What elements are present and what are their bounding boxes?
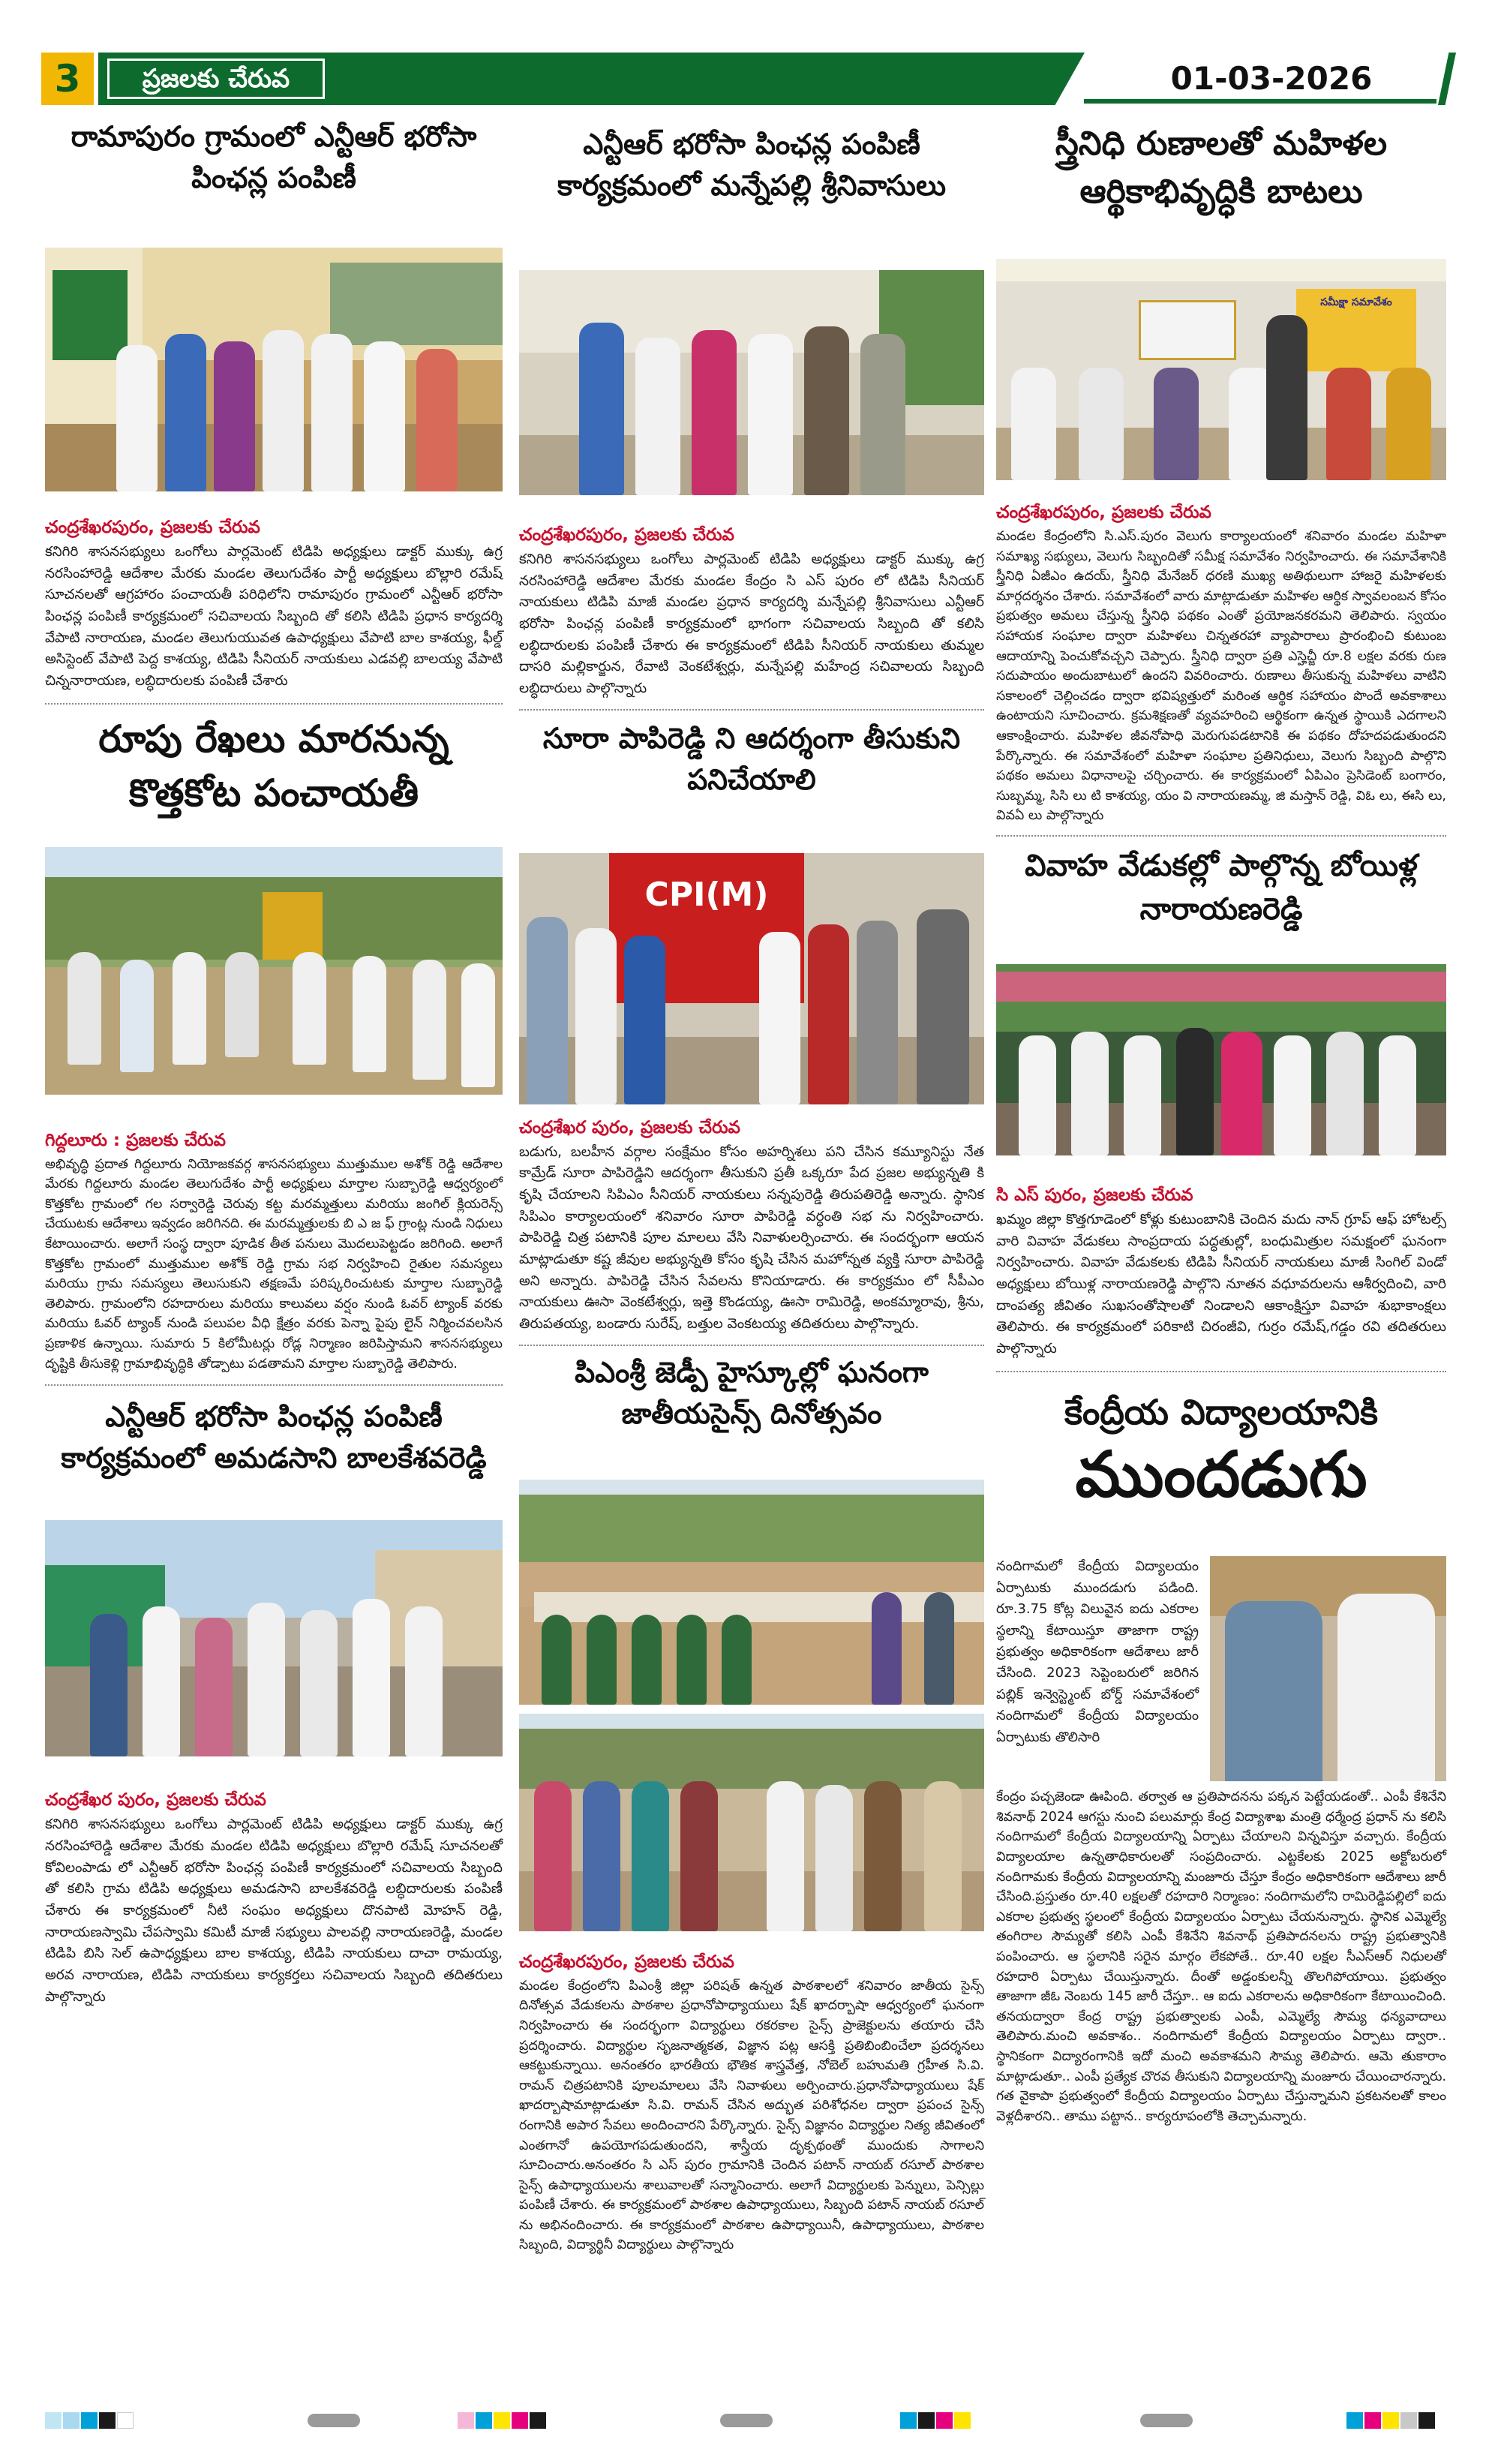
headline-line1: కేంద్రీయ విద్యాలయానికి bbox=[1064, 1391, 1378, 1432]
article-body-intro: నందిగామలో కేంద్రీయ విద్యాలయం ఏర్పాటుకు ముందడుగు పడింది. రూ.3.75 కోట్ల విలువైన ఐదు ఎకరాల స్థలాన్ని కేటాయిస్తూ తాజాగా రాష్ట్ర ప్రభుత్వం అధికారికంగా ఆదేశాలు జారీ చేసింది. 2023 సెప్టెంబరులో జరిగిన పబ్లిక్ ఇన్వెస్ట్మెంట్ బోర్డ్ సమావేశంలో నందిగామలో కేంద్రీయ విద్యాలయం ఏర్పాటుకు తొలిసారి bbox=[996, 1558, 1199, 1745]
article-science-day bbox=[519, 1352, 984, 2255]
swatch bbox=[1418, 2412, 1435, 2429]
swatch bbox=[63, 2412, 80, 2429]
divider bbox=[45, 1384, 503, 1386]
swatch bbox=[512, 2412, 528, 2429]
byline: చంద్రశేఖర పురం, ప్రజలకు చేరువ bbox=[45, 1790, 266, 1810]
swatch bbox=[45, 2412, 62, 2429]
swatch bbox=[494, 2412, 510, 2429]
paper-name: ప్రజలకు చేరువ bbox=[107, 59, 325, 99]
masthead bbox=[41, 53, 1455, 105]
swatch bbox=[1382, 2412, 1399, 2429]
byline: చంద్రశేఖరపురం, ప్రజలకు చేరువ bbox=[519, 1952, 734, 1972]
article-body: కనిగిరి శాసనసభ్యులు ఒంగోలు పార్లమెంట్ టిడిపి అధ్యక్షులు డాక్టర్ ముక్కు ఉగ్ర నరసింహారెడ్డి ఆదేశాల మేరకు మండల తెలుగుదేశం పార్టీ అధ్యక్షులు బొల్లారి రమేష్ సూచనలతో ఆగ్రహారం పంచాయతీ పరిధిలోని రామాపురం గ్రామంలో ఎన్టీఆర్ భరోసా పింఛన్ల పంపిణీ కార్యక్రమంలో సచివాలయ సిబ్బంది తో కలిసి టిడిపి ప్రధాన కార్యదర్శి వేపాటి నారాయణ, మండల తెలుగుయువత ఉపాధ్యక్షులు వేపాటి బాల కాశయ్య, ఫీల్డ్ అసిస్టెంట్ వేపాటి పెద్ద కాశయ్య, టిడిపి సీనియర్ నాయకులు ఎడవల్లి బాలయ్య వేపాటి చిన్ననారాయణ, లబ్ధిదారులకు పంపిణీ చేశారు bbox=[45, 544, 503, 690]
article-kovilampadu-pensions bbox=[45, 1396, 503, 2008]
article-body: కనిగిరి శాసనసభ్యులు ఒంగోలు పార్లమెంట్ టిడిపి అధ్యక్షులు డాక్టర్ ముక్కు ఉగ్ర నరసింహారెడ్డి ఆదేశాల మేరకు మండల కేంద్రం సి ఎస్ పురం లో టిడిపి సీనియర్ నాయకులు టిడిపి మాజీ మండల ప్రధాన కార్యదర్శి మన్నేపల్లి శ్రీనివాసులు ఎన్టీఆర్ భరోసా పింఛన్ల పంపిణీ కార్యక్రమంలో భాగంగా సచివాలయ సిబ్బంది తో కలిసి లబ్ధిదారులకు పంపిణీ చేశారు ఈ కార్యక్రమంలో టిడిపి సీనియర్ నాయకులు తుమ్మల దాసరి మల్లికార్జున, రేవాటి వెంకటేశ్వర్లు, మన్నేపల్లి మహేంద్ర సచివాలయ సిబ్బంది లబ్ధిదారులు పాల్గొన్నారు bbox=[519, 551, 984, 697]
article-body: బడుగు, బలహీన వర్గాల సంక్షేమం కోసం అహర్నిశలు పని చేసిన కమ్యూనిస్టు నేత కామ్రేడ్ సూరా పాపిరెడ్డిని ఆదర్శంగా తీసుకుని ప్రతీ ఒక్కరూ పేద ప్రజల అభ్యున్నతి కి కృషి చేయాలని సిపిఎం సీనియర్ నాయకులు సన్నపురెడ్డి తిరుపతిరెడ్డి అన్నారు. స్థానిక సిపిఎం కార్యాలయంలో శనివారం సూరా పాపిరెడ్డి వర్ధంతి సభ ను నిర్వహించారు. పాపిరెడ్డి చిత్ర పటానికి పూల మాలలు వేసి నివాళులర్పించారు. ఈ సందర్భంగా ఆయన మాట్లాడుతూ కష్ట జీవుల అభ్యున్నతి కోసం కృషి చేసిన మహోన్నత వ్యక్తి సూరా పాపిరెడ్డి అని అన్నారు. పాపిరెడ్డి చేసిన సేవలను కొనియాడారు. ఈ కార్యక్రమం లో సీపీఎం నాయకులు ఊసా వెంకటేశ్వర్లు, ఇత్తె కొండయ్య, ఊసా రామిరెడ్డి, అంకమ్మారావు, శ్రీను, తిరుపతయ్య, బండారు సురేష్, బత్తుల వెంకటయ్య తదితరులు పాల్గొన్నారు. bbox=[519, 1143, 984, 1333]
swatch bbox=[1400, 2412, 1417, 2429]
print-registration-marks bbox=[30, 2412, 1459, 2435]
article-kendriya-vidyalaya bbox=[996, 1387, 1446, 2127]
article-body: ఖమ్మం జిల్లా కొత్తగూడెంలో కోళ్లు కుటుంబానికి చెందిన మదు నాన్ గ్రూప్ ఆఫ్ హోటల్స్ వారి వివాహ వేడుకలు సాంప్రదాయ పద్ధతుల్లో, బంధుమిత్రుల సమక్షంలో ఘనంగా నిర్వహించారు. వివాహ వేడుకలకు టిడిపి సీనియర్ నాయకులు మాజీ సింగిల్ విండో అధ్యక్షులు బోయిళ్ల నారాయణరెడ్డి పాల్గొని నూతన వధూవరులను ఆశీర్వదించి, వారి దాంపత్య జీవితం సుఖసంతోషాలతో నిండాలని ఆకాంక్షిస్తూ వివాహ శుభాకాంక్షలు తెలిపారు. ఈ కార్యక్రమంలో పరికాటి చిరంజీవి, గుర్రం రమేష్,గడ్డం రవి తదితరులు పాల్గొన్నారు bbox=[996, 1211, 1446, 1357]
photo-mannepalli-distribution bbox=[519, 270, 984, 495]
article-streenidhi-loans bbox=[996, 120, 1446, 826]
headline: ఎన్టీఆర్ భరోసా పింఛన్ల పంపిణీ కార్యక్రమంలో మన్నేపల్లి శ్రీనివాసులు bbox=[557, 128, 947, 203]
photo-science-teachers bbox=[519, 1714, 984, 1931]
issue-date: 01-03-2026 bbox=[1170, 60, 1373, 97]
article-wedding-narayanareddy bbox=[996, 844, 1446, 1360]
column-right bbox=[996, 116, 1446, 2126]
byline: చంద్రశేఖరపురం, ప్రజలకు చేరువ bbox=[519, 525, 734, 545]
article-body: మండల కేంద్రంలోని సి.ఎస్.పురం వెలుగు కార్యాలయంలో శనివారం మండల మహిళా సమాఖ్య సభ్యులు, వెలుగు సిబ్బందితో సమీక్ష సమావేశం నిర్వహించారు. ఈ సమావేశానికి స్త్రీనిధి ఏజీఎం ఉదయ్, స్త్రీనిధి మేనేజర్ ధరణి ముఖ్య అతిథులుగా హాజరై మహిళలకు మార్గదర్శనం చేశారు. సమావేశంలో వారు మాట్లాడుతూ మహిళల ఆర్థిక స్వావలంబన కోసం ప్రభుత్వం అమలు చేస్తున్న స్త్రీనిధి పథకం ఎంతో ప్రయోజనకరమని తెలిపారు. స్వయం సహాయక సంఘాల ద్వారా మహిళలు చిన్నతరహా వ్యాపారాలు ప్రారంభించి కుటుంబ ఆదాయాన్ని పెంచుకోవచ్చని చెప్పారు. స్త్రీనిధి ద్వారా ప్రతి ఎస్హెచ్జీ రూ.8 లక్షల వరకు రుణ సదుపాయం అందుబాటులో ఉందని వివరించారు. రుణాలు తీసుకున్న మహిళలు వాటిని సకాలంలో చెల్లించడం ద్వారా భవిష్యత్తులో మరింత ఆర్థిక సహాయం పొందే అవకాశాలు ఉంటాయని సూచించారు. క్రమశిక్షణతో వ్యవహరించి ఆర్థికంగా ఉన్నత స్థాయికి ఎదగాలని ఆకాంక్షించారు. మహిళల జీవనోపాధి మెరుగుపడటానికి ఈ పథకం దోహదపడుతుందని పేర్కొన్నారు. ఈ సమావేశంలో మహిళా సంఘాల ప్రతినిధులు, వెలుగు సిబ్బంది పాల్గొని పథకం అమలు విధానాలపై చర్చించారు. ఈ కార్యక్రమంలో ఏపిఎం ప్రెసిడెంట్ బంగారం, సుబ్బమ్మ, సిసి లు టి కాశయ్య, యం వి నారాయణమ్మ, జి మస్తాన్ రెడ్డి, విఓ లు, ఈసి లు, వివఏ లు పాల్గొన్నారు bbox=[996, 529, 1446, 824]
masthead-tail bbox=[1438, 53, 1456, 105]
swatch bbox=[476, 2412, 492, 2429]
photo-mp-ceremony bbox=[1210, 1556, 1446, 1781]
article-mannepalli-pensions bbox=[519, 124, 984, 700]
page-number: 3 bbox=[41, 53, 94, 105]
swatch bbox=[458, 2412, 474, 2429]
article-body: కనిగిరి శాసనసభ్యులు ఒంగోలు పార్లమెంట్ టిడిపి అధ్యక్షులు డాక్టర్ ముక్కు ఉగ్ర నరసింహారెడ్డి ఆదేశాల మేరకు మండల టిడిపి అధ్యక్షులు బొల్లారి రమేష్ సూచనలతో కోవిలంపాడు లో ఎన్టీఆర్ భరోసా పింఛన్ల పంపిణీ కార్యక్రమంలో సచివాలయ సిబ్బంది తో కలిసి గ్రామ టిడిపి అధ్యక్షులు అమడసాని బాలకేశవరెడ్డి లబ్ధిదారులకు పంపిణీ చేశారు ఈ కార్యక్రమంలో నీటి సంఘం అధ్యక్షులు దొనపాటి మోహన్ రెడ్డి, నారాయణస్వామి చేపస్వామి కమిటీ మాజీ సభ్యులు పాలవల్లి నారాయణరెడ్డి, మండల టిడిపి బిసి సెల్ ఉపాధ్యక్షులు బాల కాశయ్య, టిడిపి నాయకులు దాచా రామయ్య, అరవ నారాయణ, టిడిపి నాయకులు కార్యకర్తలు సచివాలయ సిబ్బంది తదితరులు పాల్గొన్నారు bbox=[45, 1816, 503, 2005]
swatch bbox=[1346, 2412, 1363, 2429]
article-body: అభివృద్ధి ప్రదాత గిద్దలూరు నియోజకవర్గ శాసనసభ్యులు ముత్తుముల అశోక్ రెడ్డి ఆదేశాల మేరకు గిద్దలూరు మండల తెలుగుదేశం పార్టీ అధ్యక్షులు మార్తాల సుబ్బారెడ్డి ఆధ్వర్యంలో కొత్తకోట గ్రామంలో గల సర్వారెడ్డి చెరువు కట్ట మరమ్మత్తులు మరియు జంగిల్ క్లియరెన్స్ చేయుటకు ఆదేశాలు ఇవ్వడం జరిగినది. ఈ మరమ్మత్తులకు బి ఎ జ ఫ్ గ్రాంట్ల నుండి నిధులు కేటాయించారు. అలాగే సంస్థ ద్వారా పూడిక తీత పనులు మొదలుపెట్టడం జరిగింది. అలాగే కొత్తకోట గ్రామంలో ముత్తుముల అశోక్ రెడ్డి గ్రామ సభ నిర్వహించి రైతుల సమస్యలు మరియు గ్రామ సమస్యలు తెలుసుకుని తక్షణమే పరిష్కరించుటకు మార్తాల సుబ్బారెడ్డి తెలిపారు. గ్రామంలోని రహదారులు మరియు కాలువలు వర్షం నుండి ఓవర్ ట్యాంక్ వరకు మరియు ఓవర్ ట్యాంక్ నుండి పలుపల వీధి క్షేత్రం వరకు పెన్నా పైపు లైన్ నిర్మించవలసిన ప్రణాళిక ఉన్నాయి. సుమారు 5 కిలోమీటర్లు రోడ్ల నిర్మాణం జరిపిస్తామని శాసనసభ్యులు దృష్టికి తీసుకెళ్లి గ్రామాభివృద్ధికి తోడ్పాటు పడతామని మార్తాల సుబ్బారెడ్డి తెలిపారు. bbox=[45, 1156, 503, 1372]
headline: స్త్రీనిధి రుణాలతో మహిళల ఆర్థికాభివృద్ధికి బాటలు bbox=[1055, 125, 1388, 211]
registration-pill bbox=[308, 2414, 360, 2427]
divider bbox=[45, 703, 503, 705]
divider bbox=[996, 835, 1446, 837]
photo-review-meeting bbox=[996, 259, 1446, 480]
headline: సూరా పాపిరెడ్డి ని ఆదర్శంగా తీసుకుని పనిచేయాలి bbox=[542, 721, 961, 796]
swatch bbox=[117, 2412, 134, 2429]
registration-pill bbox=[1140, 2414, 1193, 2427]
byline: గిద్దలూరు : ప్రజలకు చేరువ bbox=[45, 1130, 227, 1150]
photo-wedding-stage bbox=[996, 964, 1446, 1155]
swatch bbox=[530, 2412, 546, 2429]
photo-cpm-tribute: CPI(M) bbox=[519, 853, 984, 1104]
swatch bbox=[900, 2412, 917, 2429]
meeting-banner: సమీక్షా సమావేశం bbox=[1296, 289, 1416, 371]
divider bbox=[996, 1371, 1446, 1372]
kv-top-block bbox=[996, 1556, 1446, 1781]
byline: చంద్రశేఖర పురం, ప్రజలకు చేరువ bbox=[519, 1117, 740, 1137]
photo-pension-distribution bbox=[45, 248, 503, 491]
swatch bbox=[99, 2412, 116, 2429]
byline: సి ఎస్ పురం, ప్రజలకు చేరువ bbox=[996, 1185, 1193, 1205]
headline: రామాపురం గ్రామంలో ఎన్టీఆర్ భరోసా పింఛన్ల పంపిణీ bbox=[71, 120, 477, 195]
article-kothakota-panchayat bbox=[45, 712, 503, 1375]
photo-road-work bbox=[45, 847, 503, 1095]
swatch bbox=[81, 2412, 98, 2429]
swatch bbox=[1364, 2412, 1381, 2429]
headline: వివాహ వేడుకల్లో పాల్గొన్న బోయిళ్ల నారాయణరెడ్డి bbox=[1025, 848, 1418, 927]
byline: చంద్రశేఖరపురం, ప్రజలకు చేరువ bbox=[996, 503, 1211, 522]
column-left bbox=[45, 116, 503, 2008]
divider bbox=[519, 709, 984, 711]
headline-line2: ముందడుగు bbox=[1075, 1438, 1367, 1512]
article-sura-papireddy bbox=[519, 718, 984, 1336]
swatch bbox=[954, 2412, 971, 2429]
registration-pill bbox=[720, 2414, 773, 2427]
headline: రూపు రేఖలు మారనున్న కొత్తకోట పంచాయతీ bbox=[98, 717, 449, 816]
headline: ఎన్టీఆర్ భరోసా పింఛన్ల పంపిణీ కార్యక్రమంలో అమడసాని బాలకేశవరెడ్డి bbox=[61, 1400, 487, 1475]
photo-village-distribution bbox=[45, 1520, 503, 1756]
article-ramapuram-pensions bbox=[45, 116, 503, 693]
column-middle bbox=[519, 116, 984, 2255]
byline: చంద్రశేఖరపురం, ప్రజలకు చేరువ bbox=[45, 518, 260, 537]
divider bbox=[519, 1345, 984, 1346]
photo-science-exhibition bbox=[519, 1480, 984, 1705]
article-body: మండల కేంద్రంలోని పిఎంశ్రీ జిల్లా పరిషత్ ఉన్నత పాఠశాలలో శనివారం జాతీయ సైన్స్ దినోత్సవ వేడుకలను పాఠశాల ప్రధానోపాధ్యాయులు షేక్ ఖాదర్బాషా ఆధ్వర్యంలో ఘనంగా నిర్వహించారు ఈ సందర్భంగా విద్యార్థులు రకరకాల సైన్స్ ప్రాజెక్టులను తయారు చేసి ప్రదర్శించారు. విద్యార్థుల సృజనాత్మకత, విజ్ఞాన పట్ల ఆసక్తి ప్రతిబింబించేలా ప్రదర్శనలు ఆకట్టుకున్నాయి. అనంతరం భారతీయ భౌతిక శాస్త్రవేత్త, నోబెల్ బహుమతి గ్రహీత సి.వి. రామన్ చిత్రపటానికి పూలమాలలు వేసి నివాళులు అర్పించారు.ప్రధానోపాధ్యాయులు షేక్ ఖాదర్బాషామాట్లాడుతూ సి.వి. రామన్ చేసిన అద్భుత పరిశోధనల ద్వారా ప్రపంచ సైన్స్ రంగానికి అపార సేవలు అందించారని పేర్కొన్నారు. సైన్స్ విజ్ఞానం విద్యార్థుల నిత్య జీవితంలో ఎంతగానో ఉపయోగపడుతుందని, శాస్త్రీయ దృక్పథంతో ముందుకు సాగాలని సూచించారు.అనంతరం సి ఎస్ పురం గ్రామానికి చెందిన పటాన్ నాయబ్ రసూల్ పాఠశాల సైన్స్ ఉపాధ్యాయులను శాలువాలతో సన్మానించారు. అలాగే విద్యార్థులకు పెన్నులు, పెన్సిల్లు పంపిణీ చేశారు. ఈ కార్యక్రమంలో పాఠశాల ఉపాధ్యాయులు, సిబ్బంది పటాన్ నాయబ్ రసూల్ ను అభినందించారు. ఈ కార్యక్రమంలో పాఠశాల ఉపాధ్యాయినీ, ఉపాధ్యాయులు, పాఠశాల సిబ్బంది, విద్యార్థినీ విద్యార్థులు పాల్గొన్నారు bbox=[519, 1978, 984, 2253]
swatch bbox=[918, 2412, 935, 2429]
swatch bbox=[936, 2412, 953, 2429]
headline: పిఎంశ్రీ జెడ్పీ హైస్కూల్లో ఘనంగా జాతీయసైన్స్ దినోత్సవం bbox=[575, 1355, 929, 1430]
article-body: కేంద్రం పచ్చజెండా ఊపింది. తర్వాత ఆ ప్రతిపాదనను పక్కన పెట్టేయడంతో.. ఎంపీ కేశినేని శివనాథ్ 2024 ఆగస్టు నుంచి పలుమార్లు కేంద్ర విద్యాశాఖ మంత్రి ధర్మేంద్ర ప్రధాన్ ను కలిసి నందిగామలో కేంద్రీయ విద్యాలయాన్ని ఏర్పాటు చేయాలని విన్నవిస్తూ వచ్చారు. కేంద్రీయ విద్యాలయాల ఉన్నతాధికారులతో సంప్రదించారు. ఎట్టకేలకు 2025 అక్టోబరులో నందిగామకు కేంద్రీయ విద్యాలయాన్ని మంజూరు చేస్తూ కేంద్రం అధికారికంగా ఆదేశాలు జారీ చేసింది.ప్రస్తుతం రూ.40 లక్షలతో రహదారి నిర్మాణం: నందిగామలోని రామిరెడ్డిపల్లిలో ఐదు ఎకరాల ప్రభుత్వ స్థలంలో కేంద్రీయ విద్యాలయం ఏర్పాటు చేయనున్నారు. స్థానిక ఎమ్మెల్యే తంగిరాల సౌమ్యతో కలిసి ఎంపీ కేశినేని శివనాథ్ ప్రతిపాదనలను రాష్ట్ర ప్రభుత్వానికి పంపించారు. ఆ స్థలానికి సరైన మార్గం లేకపోతే.. రూ.40 లక్షల సీఎస్ఆర్ నిధులతో రహదారి ఏర్పాటు చేయిస్తున్నారు. దీంతో అడ్డంకులన్నీ తొలగిపోయాయి. ప్రభుత్వం తాజాగా జీఓ నెంబరు 145 జారీ చేస్తూ.. ఆ ఐదు ఎకరాలను అధికారికంగా కేటాయించింది. తనయద్వారా కేంద్ర రాష్ట్ర ప్రభుత్వాలకు ఎంపీ, ఎమ్మెల్యే సౌమ్య ధన్యవాదాలు తెలిపారు.మంచి అవకాశం.. నందిగామలో కేంద్రీయ విద్యాలయం ఏర్పాటు ద్వారా.. స్థానికంగా విద్యారంగానికి ఇదో మంచి అవకాశమని సౌమ్య తెలిపారు. ఆమె తుకారాం మాట్లాడుతూ.. ఎంపీ ప్రత్యేక చొరవ తీసుకుని విద్యాలయాన్ని మంజూరు చేయించారన్నారు. గత వైకాపా ప్రభుత్వంలో కేంద్రీయ విద్యాలయం ఏర్పాటు చేస్తున్నామని ప్రకటనలతో కాలం వెళ్లదీశారని.. తాము పట్టాన.. కార్యరూపంలోకి తెచ్చామన్నారు. bbox=[996, 1789, 1446, 2124]
